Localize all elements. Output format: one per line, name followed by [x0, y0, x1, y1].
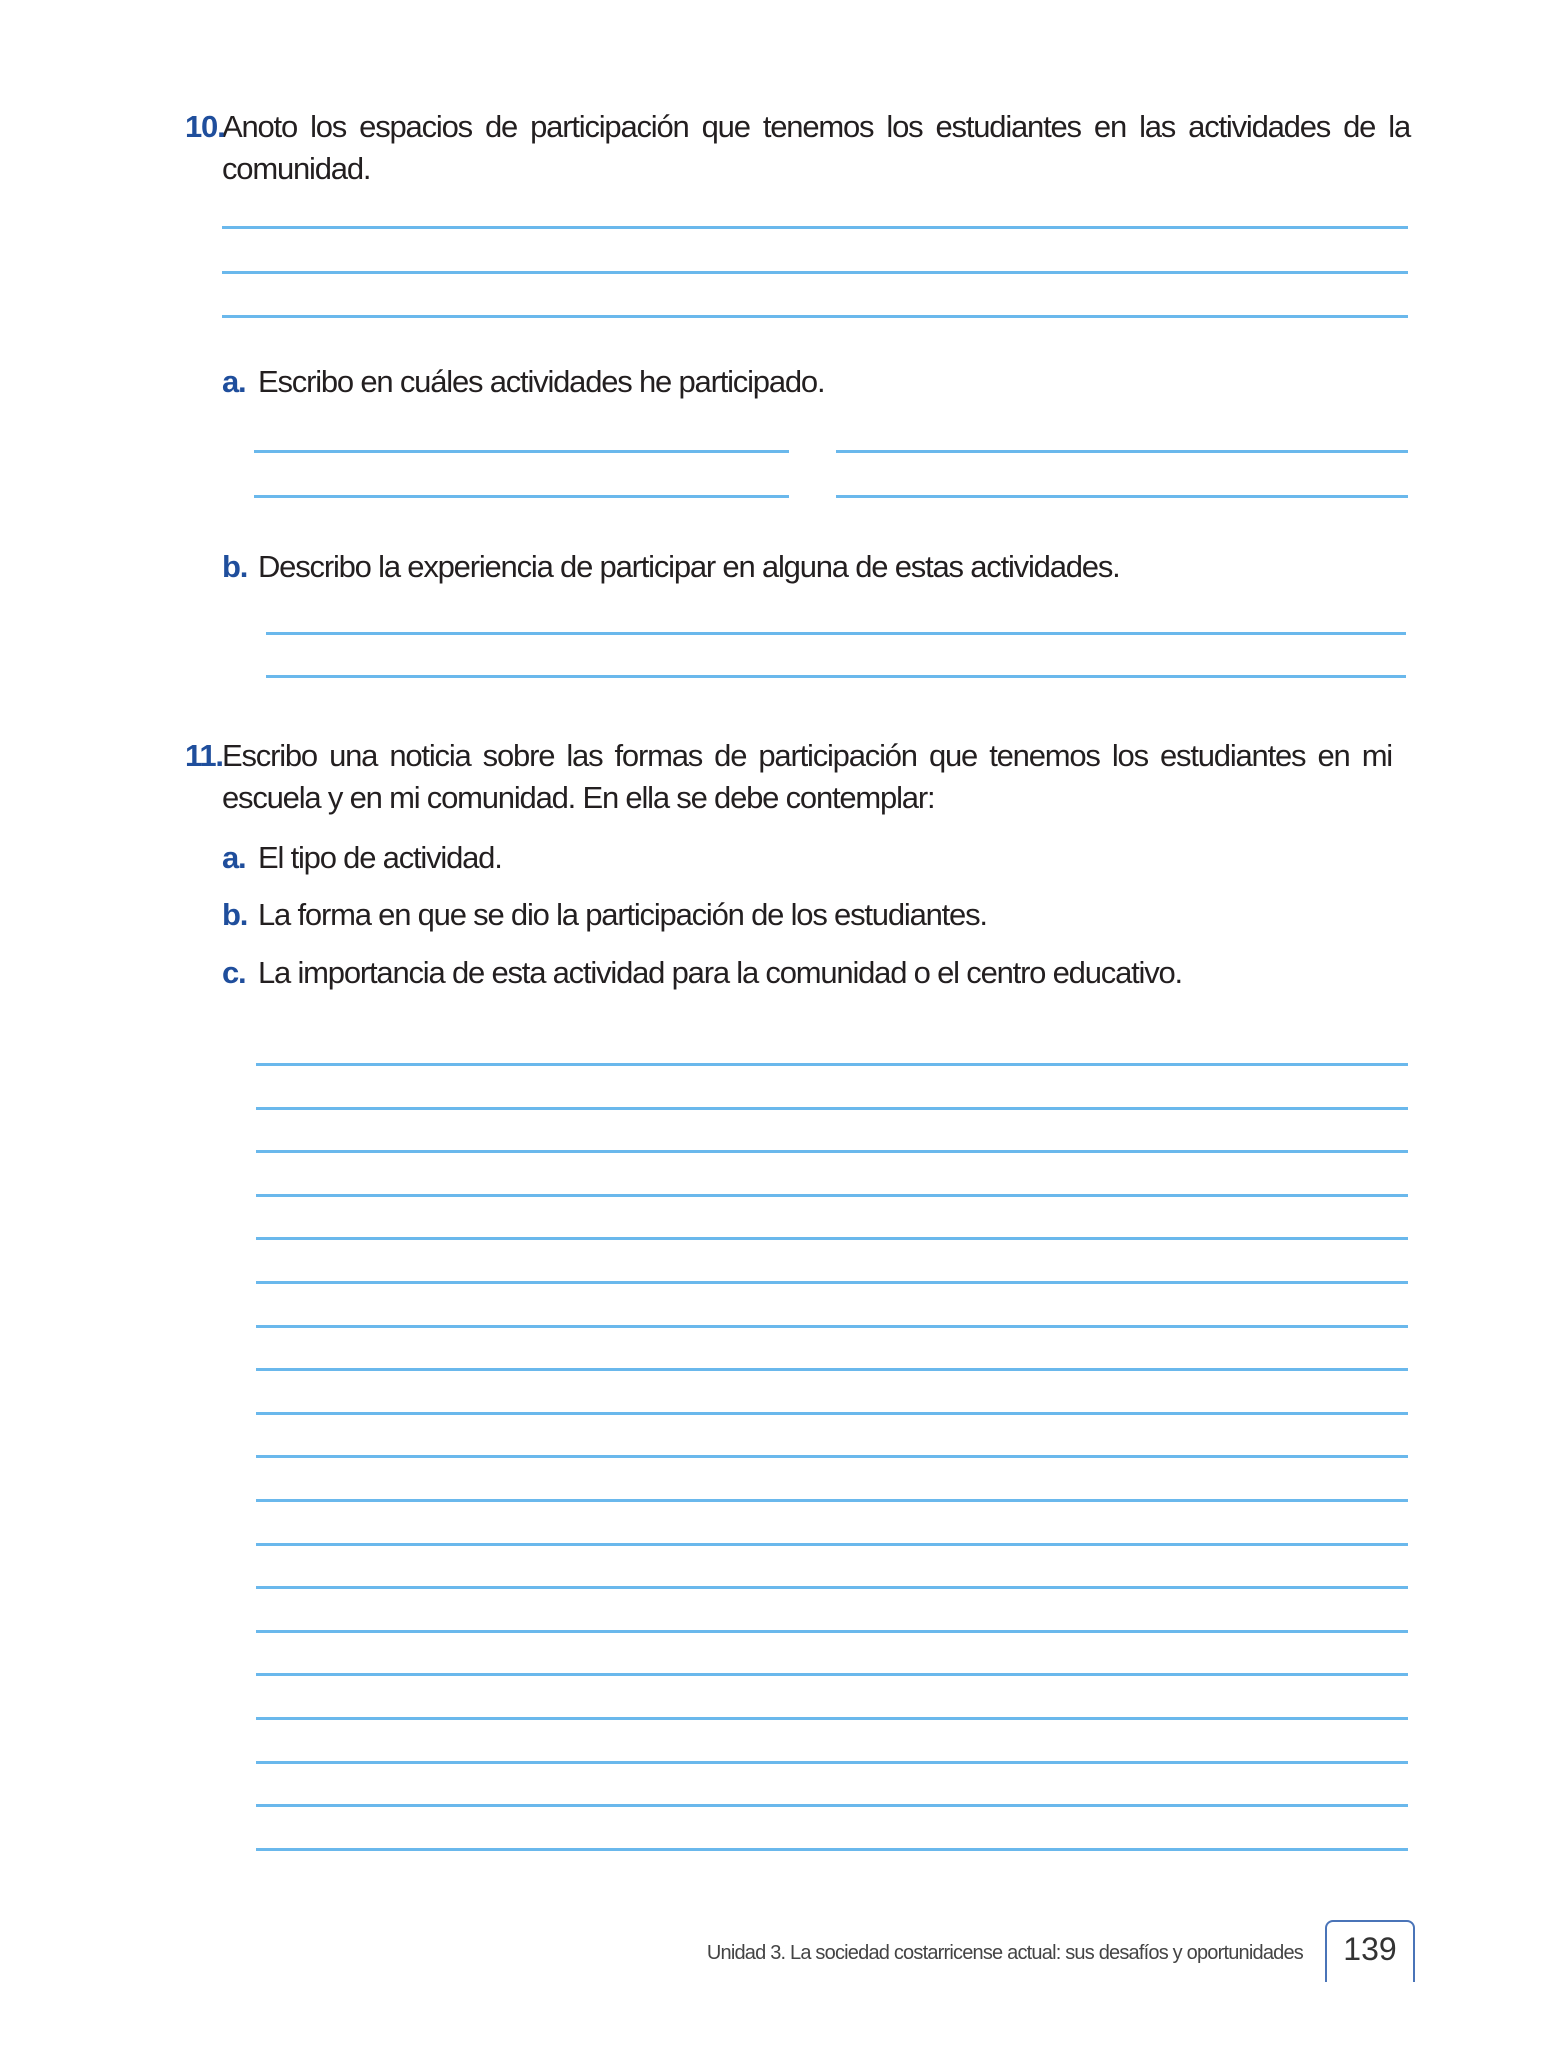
- list-item: [222, 837, 1182, 894]
- answer-line[interactable]: [836, 495, 1408, 498]
- question-number: 10.: [185, 109, 225, 144]
- answer-line[interactable]: [254, 450, 789, 453]
- item-text: El tipo de actividad.: [258, 840, 502, 875]
- answer-line[interactable]: [256, 1455, 1408, 1458]
- list-item: [222, 894, 1182, 952]
- item-label: a.: [222, 364, 246, 399]
- answer-line[interactable]: [222, 315, 1408, 318]
- answer-line[interactable]: [222, 271, 1408, 274]
- question-text: Escribo una noticia sobre las formas de participación que tenemos los estudiantes en mi escuela y en mi comunidad. En ella se debe contemplar:: [222, 738, 1392, 815]
- item-text: Describo la experiencia de participar en alguna de estas actividades.: [258, 549, 1120, 584]
- answer-line[interactable]: [256, 1063, 1408, 1066]
- answer-line[interactable]: [256, 1717, 1408, 1720]
- answer-line[interactable]: [256, 1281, 1408, 1284]
- question-text: Anoto los espacios de participación que tenemos los estudiantes en las actividades de la comunidad.: [222, 109, 1410, 186]
- question-10: [185, 106, 1410, 190]
- answer-line[interactable]: [266, 675, 1406, 678]
- answer-line[interactable]: [256, 1499, 1408, 1502]
- item-label: b.: [222, 897, 248, 932]
- answer-line[interactable]: [256, 1673, 1408, 1676]
- item-text: La forma en que se dio la participación de los estudiantes.: [258, 897, 987, 932]
- item-label: b.: [222, 549, 248, 584]
- answer-line[interactable]: [256, 1107, 1408, 1110]
- subquestion-b: [222, 546, 1120, 588]
- answer-line[interactable]: [256, 1586, 1408, 1589]
- item-label: c.: [222, 955, 246, 990]
- item-label: a.: [222, 840, 246, 875]
- list-item: [222, 952, 1182, 994]
- question-11: [185, 735, 1410, 819]
- answer-line[interactable]: [256, 1630, 1408, 1633]
- answer-line[interactable]: [254, 495, 789, 498]
- answer-line[interactable]: [836, 450, 1408, 453]
- answer-line[interactable]: [256, 1761, 1408, 1764]
- answer-line[interactable]: [256, 1237, 1408, 1240]
- answer-line[interactable]: [256, 1848, 1408, 1851]
- subquestion-a: [222, 361, 824, 403]
- criteria-list: [222, 837, 1182, 994]
- footer-unit-title: Unidad 3. La sociedad costarricense actual: sus desafíos y oportunidades: [706, 1942, 1303, 1964]
- answer-line[interactable]: [256, 1804, 1408, 1807]
- answer-line[interactable]: [256, 1543, 1408, 1546]
- question-number: 11.: [185, 738, 223, 773]
- answer-line[interactable]: [266, 632, 1406, 635]
- answer-line[interactable]: [222, 226, 1408, 229]
- item-text: Escribo en cuáles actividades he participado.: [258, 364, 825, 399]
- answer-line[interactable]: [256, 1194, 1408, 1197]
- page-number: 139: [1325, 1920, 1415, 1982]
- item-text: La importancia de esta actividad para la comunidad o el centro educativo.: [258, 955, 1182, 990]
- answer-line[interactable]: [256, 1412, 1408, 1415]
- answer-line[interactable]: [256, 1368, 1408, 1371]
- answer-line[interactable]: [256, 1325, 1408, 1328]
- answer-line[interactable]: [256, 1150, 1408, 1153]
